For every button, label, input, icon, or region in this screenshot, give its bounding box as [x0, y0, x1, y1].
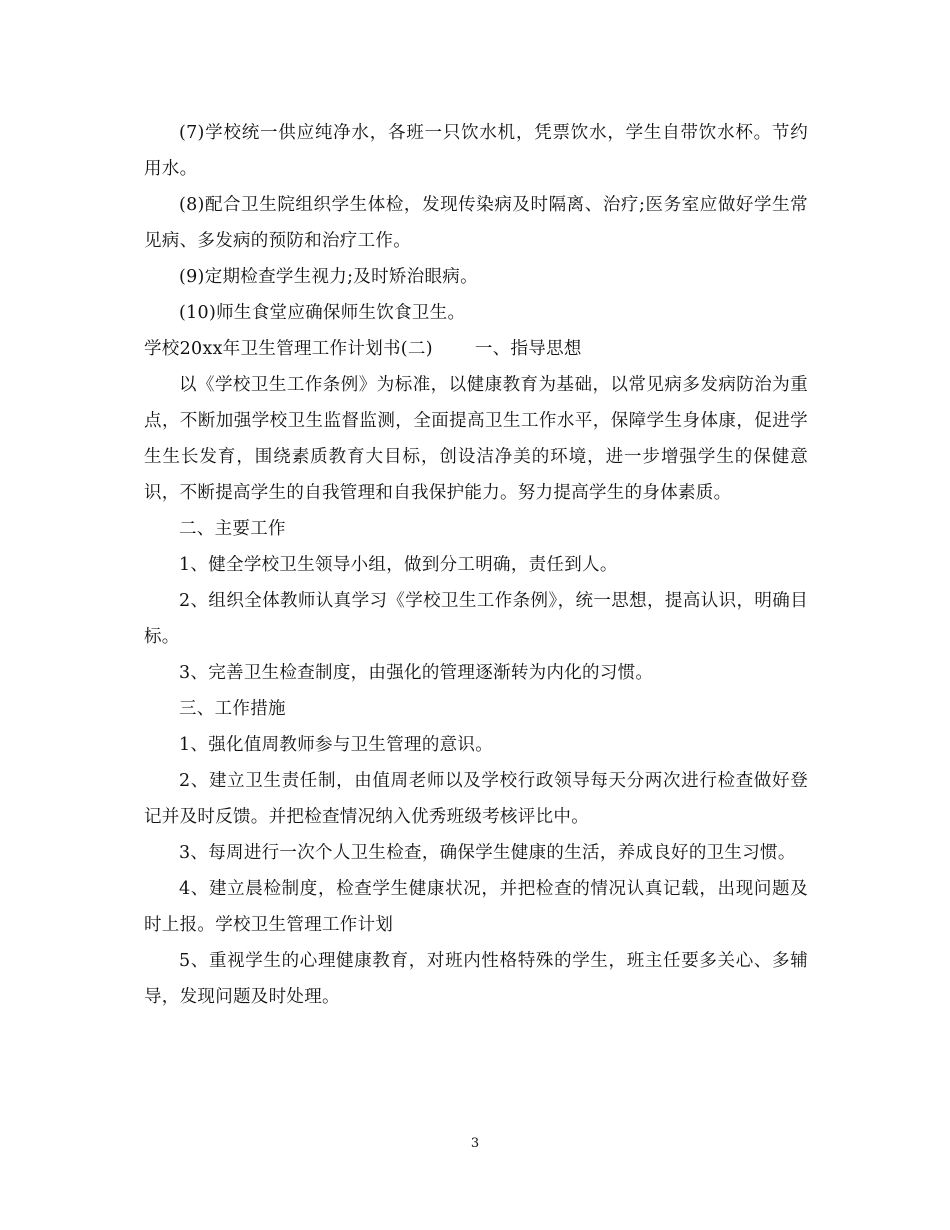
main-work-item-3: 3、完善卫生检查制度，由强化的管理逐渐转为内化的习惯。	[179, 663, 654, 683]
paragraph-item-7: (7)学校统一供应纯净水，各班一只饮水机，凭票饮水，学生自带饮水杯。节约用水。	[144, 123, 808, 179]
guiding-ideology-paragraph: 以《学校卫生工作条例》为标准，以健康教育为基础，以常见病多发病防治为重点，不断加强学校卫生监督监测，全面提高卫生工作水平，保障学生身体康，促进学生生长发育，围绕素质教育大目标，创设洁净美的环境，进一步增强学生的保健意识，不断提高学生的自我管理和自我保护能力。努力提高学生的身体素质。	[144, 375, 808, 503]
measure-item-1: 1、强化值周教师参与卫生管理的意识。	[179, 735, 494, 755]
measure-item-4: 4、建立晨检制度，检查学生健康状况，并把检查的情况认真记载，出现问题及时上报。学校卫生管理工作计划	[144, 879, 808, 935]
main-work-item-1: 1、健全学校卫生领导小组，做到分工明确，责任到人。	[179, 555, 618, 575]
main-work-item-2: 2、组织全体教师认真学习《学校卫生工作条例》，统一思想，提高认识，明确目标。	[144, 591, 808, 647]
paragraph-item-8: (8)配合卫生院组织学生体检，发现传染病及时隔离、治疗;医务室应做好学生常见病、多发病的预防和治疗工作。	[144, 195, 808, 251]
measure-item-2: 2、建立卫生责任制，由值周老师以及学校行政领导每天分两次进行检查做好登记并及时反馈。并把检查情况纳入优秀班级考核评比中。	[144, 771, 808, 827]
paragraph-item-10: (10)师生食堂应确保师生饮食卫生。	[179, 303, 466, 323]
page-number: 3	[470, 1136, 480, 1151]
section-title-row	[144, 331, 808, 367]
heading-guiding-ideology: 一、指导思想	[474, 339, 582, 359]
section-title: 学校20xx年卫生管理工作计划书(二)	[144, 339, 433, 359]
heading-main-work: 二、主要工作	[179, 519, 286, 539]
paragraph-item-9: (9)定期检查学生视力;及时矫治眼病。	[179, 267, 478, 287]
measure-item-5: 5、重视学生的心理健康教育，对班内性格特殊的学生，班主任要多关心、多辅导，发现问题及时处理。	[144, 951, 808, 1007]
document-body	[144, 115, 808, 1015]
heading-work-measures: 三、工作措施	[179, 699, 286, 719]
measure-item-3: 3、每周进行一次个人卫生检查，确保学生健康的生活，养成良好的卫生习惯。	[179, 843, 796, 863]
